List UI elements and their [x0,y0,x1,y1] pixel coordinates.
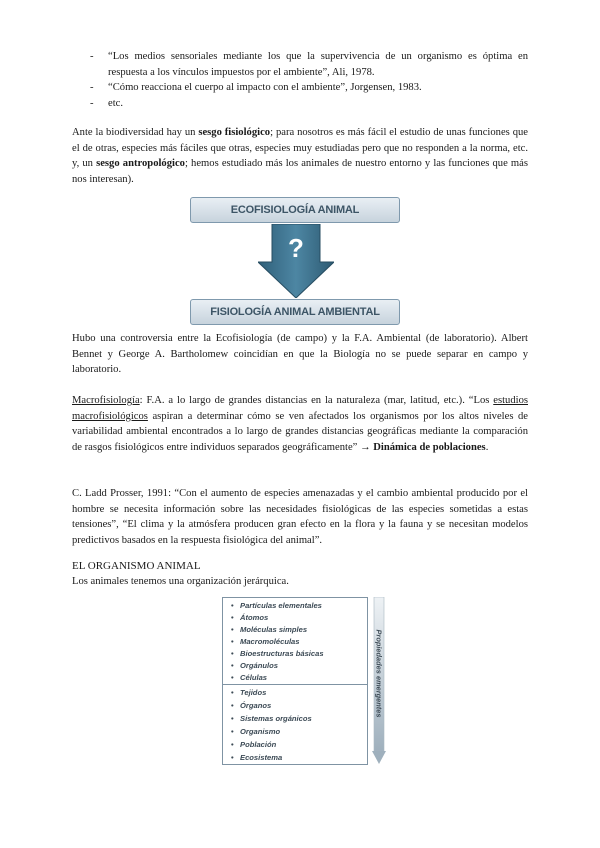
paragraph-macrophysiology [72,393,528,455]
hierarchy-item: • Tejidos [231,688,267,697]
term-macrophysiology: Macrofisiología [72,395,140,406]
ecophysiology-banner: ECOFISIOLOGÍA ANIMAL [190,197,400,223]
list-dash: - [90,82,94,94]
paragraph-bias [72,125,528,187]
hierarchy-item: • Sistemas orgánicos [231,714,312,723]
hierarchy-item: • Células [231,673,268,682]
right-arrow-icon: → [360,441,371,453]
list-dash: - [90,97,94,109]
list-item [90,96,528,112]
section-subtitle: Los animales tenemos una organización jerárquica. [72,576,289,587]
hierarchy-item: • Órganos [231,701,272,710]
hierarchy-item: • Partículas elementales [231,601,322,610]
paragraph-text: ; para nosotros es más fácil el estudio de unas funciones que el de otras, especies más fáciles que otras, especies muy estudiadas pero que no responden a la norma, etc. y, un [72,127,528,170]
quote-list [90,49,528,111]
hierarchy-item: • Moléculas simples [231,625,308,634]
bold-term-population-dynamics: Dinámica de poblaciones [370,441,486,453]
hierarchy-item: • Macromoléculas [231,637,300,646]
ecophysiology-diagram [190,197,400,325]
down-arrow-icon [258,224,334,298]
paragraph-text: . [485,441,489,453]
list-item [90,80,528,96]
hierarchy-top-box [222,597,368,684]
paragraph-text: aspiran a determinar cómo se ven afectados los organismos por los altos niveles de variabilidad ambiental encontrados a lo largo de grandes distancias geográficas mediante la comparación de rasgos fisiológicos entre individuos separados geográficamente” [72,410,528,453]
question-mark: ? [288,233,304,263]
hierarchy-item: • Átomos [231,613,269,622]
list-dash: - [90,51,94,62]
paragraph-text: Ante la biodiversidad hay un [72,127,199,138]
bold-term-anthropological-bias: sesgo antropológico [96,158,185,170]
hierarchy-item: • Bioestructuras básicas [231,649,324,658]
list-item-text: “Cómo reacciona el cuerpo al impacto con el ambiente”, Jorgensen, 1983. [108,82,422,94]
list-item-text: “Los medios sensoriales mediante los que la supervivencia de un organismo es óptima en respuesta a los vínculos impuestos por el ambiente”, Ali, 1978. [108,51,528,78]
emergent-properties-label: Propiedades emergentes [374,629,384,717]
paragraph-controversy: Hubo una controversia entre la Ecofisiología (de campo) y la F.A. Ambiental (de laboratorio). Albert Bennet y George A. Bartholomew coincidían en que la Biología no se puede separar en campo y laboratorio. [72,333,528,376]
bold-term-physiological-bias: sesgo fisiológico [198,127,271,138]
hierarchy-item: • Población [231,740,277,749]
paragraph-text: ; hemos estudiado más los animales de nuestro entorno y las funciones que más nos interesan). [72,158,528,185]
paragraph-text: : F.A. a lo largo de grandes distancias en la naturaleza (mar, latitud, etc.). “Los [139,395,494,406]
hierarchy-bottom-box [222,684,368,765]
term-macrophysiological-studies: estudios macrofisiológicos [72,395,528,422]
hierarchy-item: • Ecosistema [231,753,283,762]
hierarchy-item: • Orgánulos [231,661,278,670]
section-heading: EL ORGANISMO ANIMAL [72,560,201,572]
list-item [90,49,528,80]
hierarchy-item: • Organismo [231,727,281,736]
list-item-text: etc. [108,97,123,109]
paragraph-prosser: C. Ladd Prosser, 1991: “Con el aumento de especies amenazadas y el cambio ambiental producido por el hombre se necesita información sobre las necesidades fisiológicas de las especies sometidas a estas tensiones”, “El clima y la atmósfera producen gran efecto en la flora y la fauna y se necesitan modelos predictivos basados en la respuesta fisiológica del animal”. [72,488,528,546]
hierarchy-figure [222,597,390,767]
environmental-physiology-banner: FISIOLOGÍA ANIMAL AMBIENTAL [190,299,400,325]
